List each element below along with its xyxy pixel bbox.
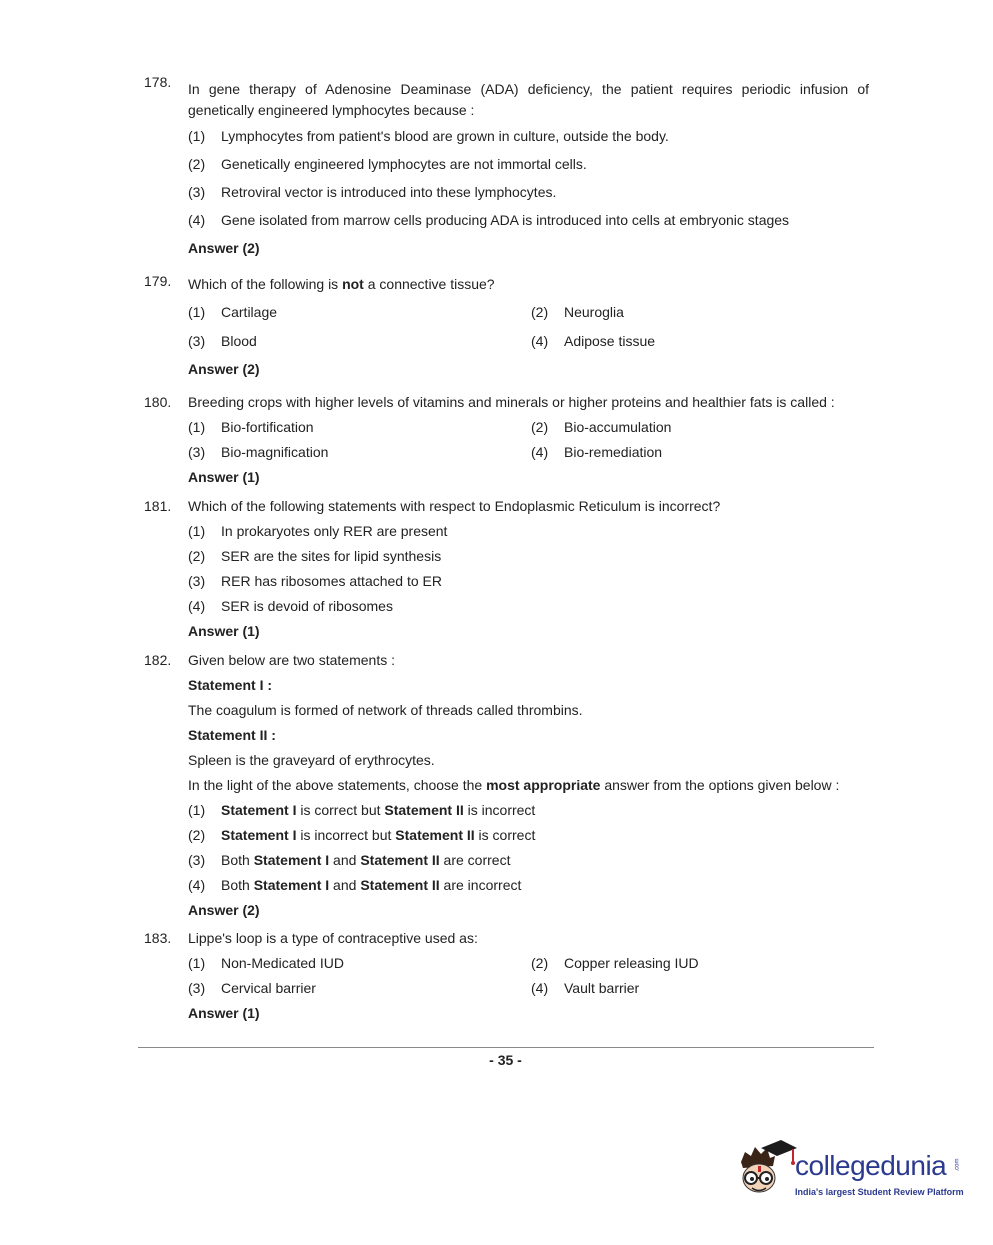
statement-2-text: Spleen is the graveyard of erythrocytes. xyxy=(188,752,435,768)
question-number: 182. xyxy=(144,652,172,668)
option: (1) Statement I is correct but Statement II is incorrect xyxy=(188,802,536,818)
logo-tagline: India's largest Student Review Platform xyxy=(795,1187,964,1197)
option: (4) Gene isolated from marrow cells producing ADA is introduced into cells at embryonic stages xyxy=(188,212,790,228)
answer: Answer (1) xyxy=(188,469,260,485)
question-number: 180. xyxy=(144,394,172,410)
question-number: 178. xyxy=(144,74,172,90)
page-number: - 35 - xyxy=(489,1052,522,1068)
option: (2) SER are the sites for lipid synthesis xyxy=(188,548,442,564)
option: (4) Adipose tissue xyxy=(531,333,656,349)
option: (2) Neuroglia xyxy=(531,304,624,320)
option: (4) SER is devoid of ribosomes xyxy=(188,598,393,614)
option: (4) Bio-remediation xyxy=(531,444,663,460)
question-stem: Which of the following is not a connective tissue? xyxy=(188,276,495,292)
option: (4) Vault barrier xyxy=(531,980,640,996)
statement-2-label: Statement II : xyxy=(188,727,276,743)
option: (3) Blood xyxy=(188,333,257,349)
option: (2) Copper releasing IUD xyxy=(531,955,699,971)
question-stem: Lippe's loop is a type of contraceptive used as: xyxy=(188,930,478,946)
option: (1) Bio-fortification xyxy=(188,419,314,435)
question-stem: Which of the following statements with respect to Endoplasmic Reticulum is incorrect? xyxy=(188,498,721,514)
option: (2) Genetically engineered lymphocytes are not immortal cells. xyxy=(188,156,587,172)
question-number: 179. xyxy=(144,273,172,289)
option: (1) In prokaryotes only RER are present xyxy=(188,523,448,539)
logo-domain-suffix: .com xyxy=(954,1158,961,1172)
answer: Answer (2) xyxy=(188,240,260,256)
question-stem: Breeding crops with higher levels of vitamins and minerals or higher proteins and healthier fats is called : xyxy=(188,394,835,410)
statement-1-text: The coagulum is formed of network of threads called thrombins. xyxy=(188,702,583,718)
option: (2) Statement I is incorrect but Statement II is correct xyxy=(188,827,536,843)
question-number: 183. xyxy=(144,930,172,946)
option: (2) Bio-accumulation xyxy=(531,419,672,435)
answer: Answer (1) xyxy=(188,623,260,639)
answer: Answer (1) xyxy=(188,1005,260,1021)
logo-wordmark: collegedunia xyxy=(795,1150,947,1181)
instruction: In the light of the above statements, choose the most appropriate answer from the options given below : xyxy=(188,777,840,793)
question-stem: Given below are two statements : xyxy=(188,652,395,668)
statement-1-label: Statement I : xyxy=(188,677,273,693)
question-number: 181. xyxy=(144,498,172,514)
option: (1) Non-Medicated IUD xyxy=(188,955,344,971)
option: (3) Both Statement I and Statement II are correct xyxy=(188,852,511,868)
answer: Answer (2) xyxy=(188,902,260,918)
option: (3) Retroviral vector is introduced into these lymphocytes. xyxy=(188,184,557,200)
option: (1) Lymphocytes from patient's blood are grown in culture, outside the body. xyxy=(188,128,669,144)
question-stem: In gene therapy of Adenosine Deaminase (ADA) deficiency, the patient requires periodic infusion of genetically engineered lymphocytes because : xyxy=(188,81,869,118)
footer-divider xyxy=(138,1047,874,1048)
option: (3) RER has ribosomes attached to ER xyxy=(188,573,442,589)
answer: Answer (2) xyxy=(188,361,260,377)
option: (3) Bio-magnification xyxy=(188,444,329,460)
option: (3) Cervical barrier xyxy=(188,980,316,996)
option: (1) Cartilage xyxy=(188,304,278,320)
option: (4) Both Statement I and Statement II are incorrect xyxy=(188,877,522,893)
